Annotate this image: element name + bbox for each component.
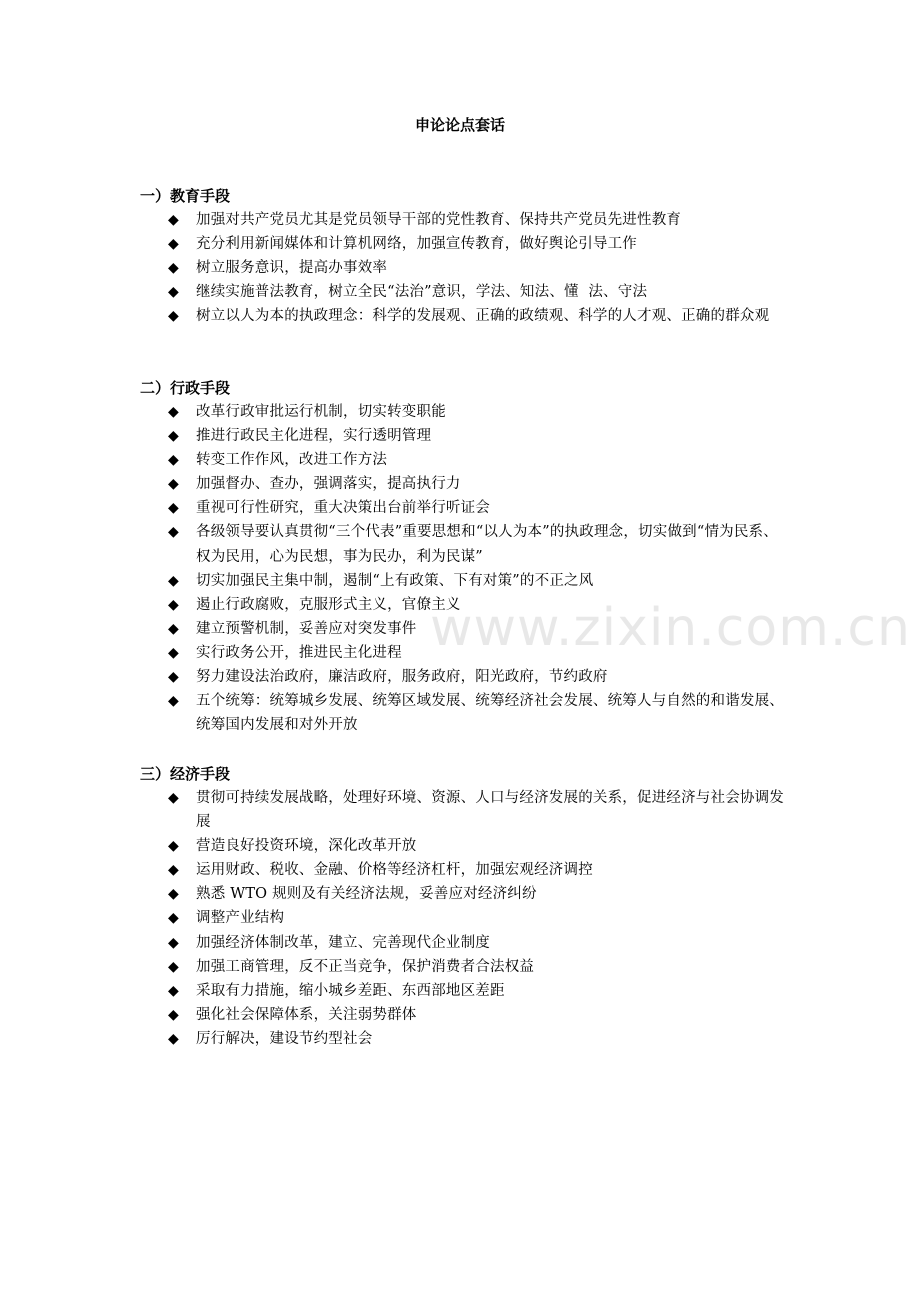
list-item [140, 424, 784, 448]
list-item [140, 786, 784, 834]
list-item [140, 665, 784, 689]
list-item-text: 各级领导要认真贯彻“三个代表”重要思想和“以人为本”的执政理念，切实做到“情为民系、权为民用，心为民想，事为民办，利为民谋” [196, 524, 778, 565]
diamond-bullet-icon: ◆ [168, 476, 179, 493]
list-item [140, 689, 784, 737]
list-item-text: 调整产业结构 [196, 910, 285, 927]
list-item-text: 切实加强民主集中制，遏制“上有政策、下有对策”的不正之风 [196, 572, 594, 589]
diamond-bullet-icon: ◆ [168, 260, 179, 277]
diamond-bullet-icon: ◆ [168, 212, 179, 228]
list-item [140, 400, 784, 424]
diamond-bullet-icon: ◆ [168, 644, 179, 661]
section-administration [140, 376, 800, 737]
list-item-text: 营造良好投资环境，深化改革开放 [196, 838, 417, 855]
list-item-text: 加强督办、查办，强调落实，提高执行力 [196, 476, 461, 493]
diamond-bullet-icon: ◆ [168, 452, 179, 469]
diamond-bullet-icon: ◆ [168, 958, 179, 975]
list-item [140, 448, 784, 472]
diamond-bullet-icon: ◆ [168, 236, 179, 253]
list-item [140, 232, 784, 256]
page-title: 申论论点套话 [414, 116, 505, 134]
diamond-bullet-icon: ◆ [168, 1006, 179, 1023]
list-item [140, 979, 784, 1003]
diamond-bullet-icon: ◆ [168, 862, 179, 879]
bullet-list [140, 786, 800, 1051]
list-item [140, 256, 784, 280]
list-item-text: 推进行政民主化进程，实行透明管理 [196, 428, 432, 445]
list-item-text: 建立预警机制，妥善应对突发事件 [196, 620, 417, 637]
diamond-bullet-icon: ◆ [168, 428, 179, 445]
list-item-text: 强化社会保障体系，关注弱势群体 [196, 1006, 417, 1023]
list-item [140, 472, 784, 496]
list-item [140, 280, 784, 304]
list-item-text: 继续实施普法教育，树立全民“法治”意识，学法、知法、懂 法、守法 [196, 284, 648, 301]
list-item-text: 采取有力措施，缩小城乡差距、东西部地区差距 [196, 982, 505, 999]
diamond-bullet-icon: ◆ [168, 572, 179, 589]
diamond-bullet-icon: ◆ [168, 500, 179, 517]
list-item-text: 充分利用新闻媒体和计算机网络，加强宣传教育，做好舆论引导工作 [196, 236, 637, 253]
list-item-text: 运用财政、税收、金融、价格等经济杠杆，加强宏观经济调控 [196, 862, 593, 879]
diamond-bullet-icon: ◆ [168, 669, 179, 686]
diamond-bullet-icon: ◆ [168, 838, 179, 855]
diamond-bullet-icon: ◆ [168, 886, 179, 903]
diamond-bullet-icon: ◆ [168, 790, 179, 806]
list-item [140, 858, 784, 882]
diamond-bullet-icon: ◆ [168, 284, 179, 301]
diamond-bullet-icon: ◆ [168, 982, 179, 999]
section-education [140, 184, 800, 328]
list-item-text: 贯彻可持续发展战略，处理好环境、资源、人口与经济发展的关系，促进经济与社会协调发展 [196, 790, 784, 831]
list-item [140, 931, 784, 955]
list-item-text: 加强工商管理，反不正当竞争，保护消费者合法权益 [196, 958, 535, 975]
diamond-bullet-icon: ◆ [168, 308, 179, 325]
list-item [140, 617, 784, 641]
list-item-text: 加强经济体制改革，建立、完善现代企业制度 [196, 934, 490, 951]
list-item-text: 转变工作作风，改进工作方法 [196, 452, 388, 469]
list-item [140, 882, 784, 906]
list-item [140, 496, 784, 520]
list-item [140, 520, 784, 568]
list-item-text: 遏止行政腐败，克服形式主义，官僚主义 [196, 596, 461, 613]
list-item-text: 熟悉 WTO 规则及有关经济法规，妥善应对经济纠纷 [196, 886, 537, 903]
list-item-text: 五个统筹：统筹城乡发展、统筹区域发展、统筹经济社会发展、统筹人与自然的和谐发展、统筹国内发展和对外开放 [196, 693, 784, 734]
watermark: www.zixin.com.cn [430, 598, 911, 658]
bullet-list [140, 208, 800, 328]
list-item [140, 834, 784, 858]
diamond-bullet-icon: ◆ [168, 524, 179, 541]
section-heading: 一）教育手段 [140, 187, 231, 205]
list-item [140, 208, 784, 232]
list-item-text: 重视可行性研究，重大决策出台前举行听证会 [196, 500, 490, 517]
list-item [140, 1003, 784, 1027]
diamond-bullet-icon: ◆ [168, 596, 179, 613]
section-economy [140, 762, 800, 1051]
diamond-bullet-icon: ◆ [168, 693, 179, 710]
list-item [140, 593, 784, 617]
diamond-bullet-icon: ◆ [168, 934, 179, 951]
list-item [140, 304, 784, 328]
bullet-list [140, 400, 800, 737]
list-item-text: 改革行政审批运行机制，切实转变职能 [196, 404, 446, 420]
list-item-text: 厉行解决，建设节约型社会 [196, 1030, 373, 1047]
section-heading: 三）经济手段 [140, 765, 231, 783]
diamond-bullet-icon: ◆ [168, 620, 179, 637]
section-heading: 二）行政手段 [140, 379, 231, 397]
list-item [140, 569, 784, 593]
list-item [140, 641, 784, 665]
list-item-text: 树立以人为本的执政理念：科学的发展观、正确的政绩观、科学的人才观、正确的群众观 [196, 308, 770, 325]
list-item-text: 树立服务意识，提高办事效率 [196, 260, 388, 277]
list-item-text: 实行政务公开，推进民主化进程 [196, 644, 402, 661]
diamond-bullet-icon: ◆ [168, 1030, 179, 1047]
list-item [140, 955, 784, 979]
diamond-bullet-icon: ◆ [168, 404, 179, 420]
list-item [140, 906, 784, 930]
list-item [140, 1027, 784, 1051]
list-item-text: 加强对共产党员尤其是党员领导干部的党性教育、保持共产党员先进性教育 [196, 212, 682, 228]
list-item-text: 努力建设法治政府，廉洁政府，服务政府，阳光政府，节约政府 [196, 669, 608, 686]
diamond-bullet-icon: ◆ [168, 910, 179, 927]
